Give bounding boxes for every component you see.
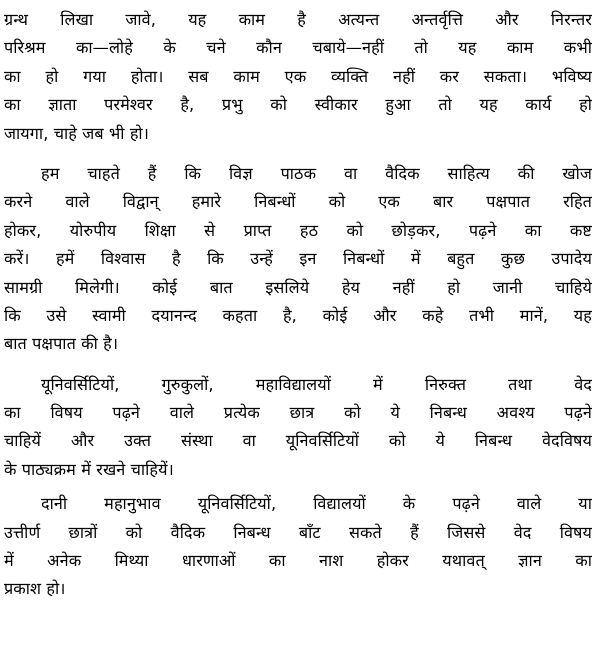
text-line: उत्तीर्ण छात्रों को वैदिक निबन्ध बाँट सकते हैं जिससे वेद विषय <box>4 522 592 542</box>
text-line: जायगा, चाहे जब भी हो। <box>4 123 149 143</box>
text-line: कि उसे स्वामी दयानन्द कहता है, कोई और कहे तभी मानें, यह <box>4 305 592 325</box>
paragraph-gap <box>4 359 592 371</box>
text-line: परिश्रम का—लोहे के चने कौन चबाये—नहीं तो यह काम कभी <box>4 38 592 58</box>
text-line: का ज्ञाता परमेश्वर है, प्रभु को स्वीकार हुआ तो यह कार्य हो <box>4 95 592 115</box>
text-line: का विषय पढ़ने वाले प्रत्येक छात्र को ये निबन्ध अवश्य पढ़ने <box>4 403 592 423</box>
paragraph-4 <box>4 490 592 604</box>
text-line: चाहियें और उक्त संस्था वा यूनिवर्सिटियों को ये निबन्ध वेदविषय <box>4 431 592 451</box>
text-line: होकर, योरुपीय शिक्षा से प्राप्त हठ को छोड़कर, पढ़ने का कष्ट <box>4 220 592 240</box>
text-line: यूनिवर्सिटियों, गुरुकुलों, महाविद्यालयों में निरुक्त तथा वेद <box>41 374 592 394</box>
text-line: हम चाहते हैं कि विज्ञ पाठक वा वैदिक साहित्य की खोज <box>41 163 592 183</box>
paragraph-3 <box>4 371 592 485</box>
text-line: प्रकाश हो। <box>4 579 66 599</box>
paragraph-2 <box>4 160 592 359</box>
text-line: ग्रन्थ लिखा जावे, यह काम है अत्यन्त अन्तर्वृत्ति और निरन्तर <box>4 10 592 29</box>
text-line: सामग्री मिलेगी। कोई बात इसलिये हेय नहीं हो जानी चाहिये <box>4 277 592 297</box>
text-line: के पाठ्यक्रम में रखने चाहियें। <box>4 459 174 479</box>
text-line: का हो गया होता। सब काम एक व्यक्ति नहीं कर सकता। भविष्य <box>4 66 592 86</box>
paragraph-gap <box>4 148 592 160</box>
text-line: करें। हमें विश्वास है कि उन्हें इन निबन्धों में बहुत कुछ उपादेय <box>4 249 592 269</box>
text-line: दानी महानुभाव यूनिवर्सिटियों, विद्यालयों के पढ़ने वाले या <box>41 494 592 514</box>
text-line: में अनेक मिथ्या धारणाओं का नाश होकर यथावत् ज्ञान का <box>4 551 592 571</box>
text-line: बात पक्षपात की है। <box>4 334 119 354</box>
text-line: करने वाले विद्वान् हमारे निबन्धों को एक बार पक्षपात रहित <box>4 192 592 212</box>
paragraph-1 <box>4 6 592 148</box>
